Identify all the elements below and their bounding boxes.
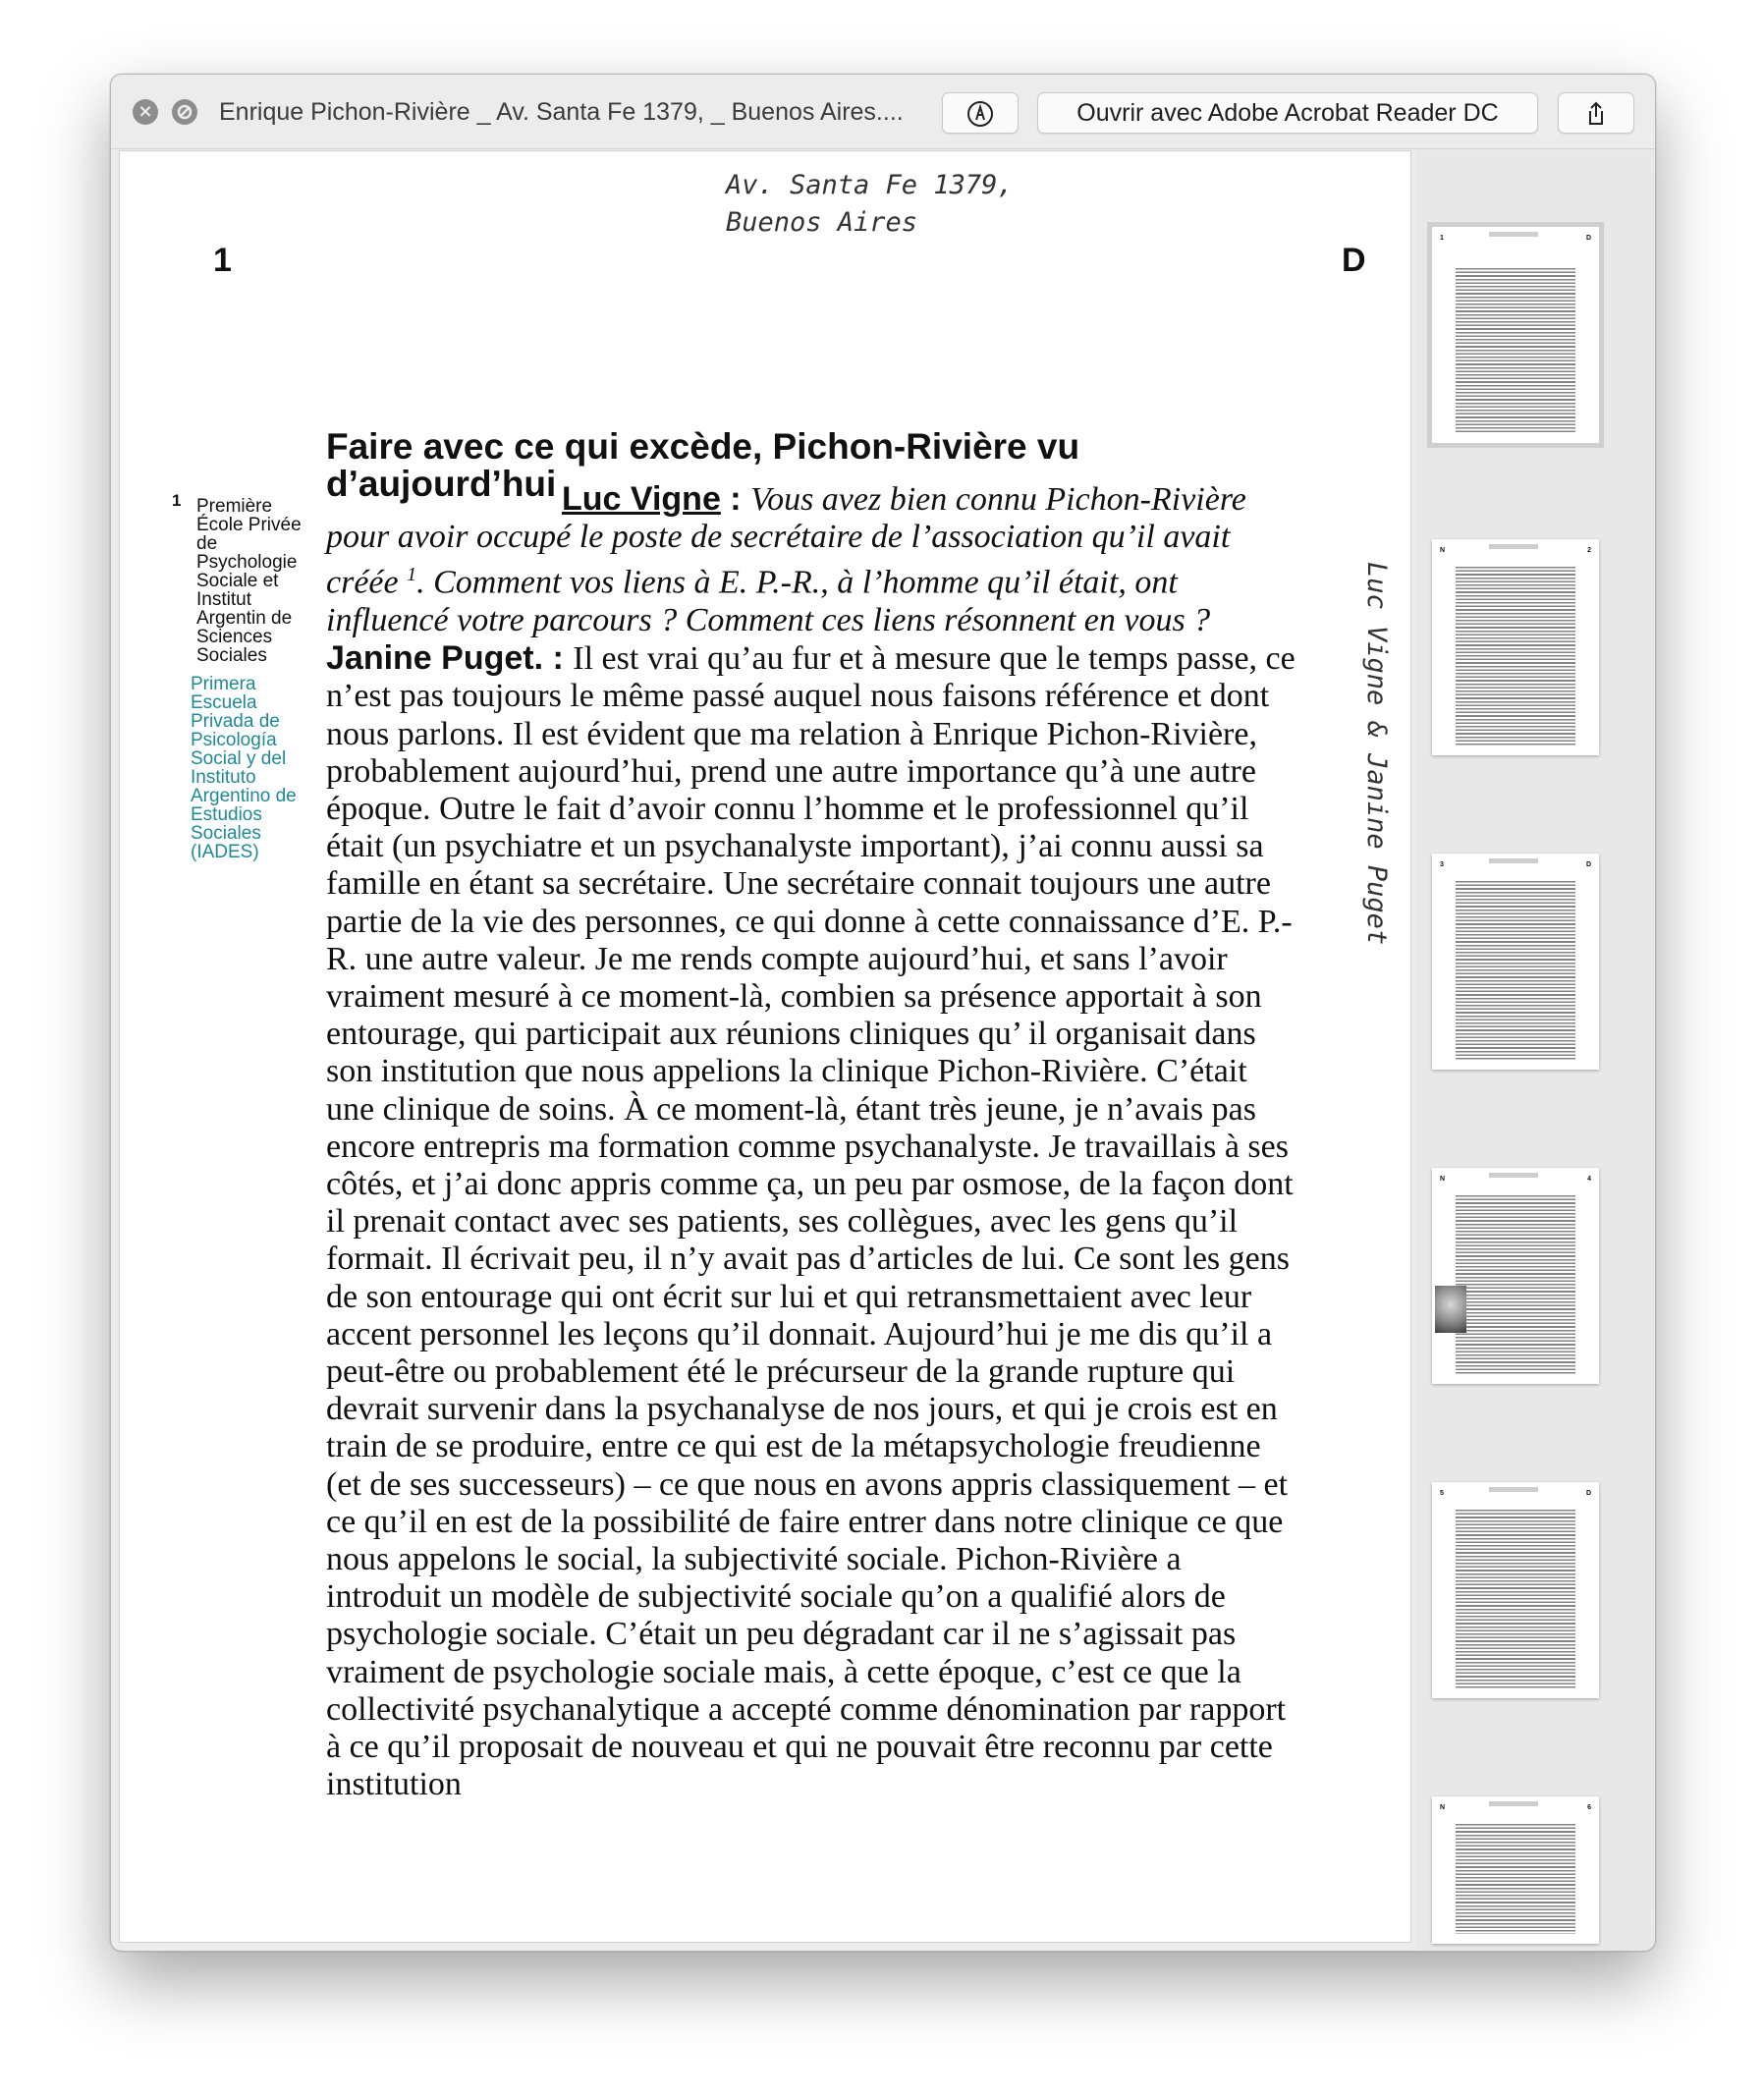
thumbnail-number: N (1440, 1176, 1446, 1183)
thumbnail-sidebar[interactable] (1417, 150, 1655, 1951)
thumbnail-page-1[interactable] (1432, 227, 1599, 443)
thumbnail-text (1456, 1195, 1575, 1374)
answer-text: Il est vrai qu’au fur et à mesure que le temps passe, ce n’est pas toujours le même passé auquel nous faisons référence et dont nous parlons. Il est évident que ma relation à Enrique Pichon-Rivière, probablement aujourd’hui, prend une autre importance qu’à une autre époque. Outre le fait d’avoir connu l’homme et le professionnel qu’il était (un psychiatre et un psychanalyste important), j’ai connu aussi sa famille en étant sa secrétaire. Une secrétaire connait toujours une autre partie de la vie des personnes, ce qui donne à cette connaissance d’E. P.-R. une autre valeur. Je me rends compte aujourd’hui, et sans l’avoir vraiment mesuré à ce moment-là, combien sa présence apportait à son entourage, qui participait aux réunions cliniques qu’ il organisait dans son institution que nous appelions la clinique Pichon-Rivière. C’était une clinique de soins. À ce moment-là, étant très jeune, je n’avais pas encore entrepris ma formation comme psychanalyste. Je travaillais à ses côtés, et j’ai donc appris comme ça, un peu par osmose, de la façon dont il prenait contact avec ses patients, ses collègues, avec les gens qu’il formait. Il écrivait peu, il n’y avait pas d’articles de lui. Ce sont les gens de son entourage qui ont écrit sur lui et qui retransmettaient avec leur accent personnel les leçons qu’il donnait. Aujourd’hui je me dis qu’il a peut-être ou probablement été le précurseur de la grande rupture qui devrait survenir dans la psychanalyse de nos jours, et qui je crois est en train de se produire, entre ce qui est de la métapsychologie freudienne (et de ses successeurs) – ce que nous en avons appris classiquement – et ce qu’il en est de la possibilité de faire entrer dans notre clinique ce que nous appelons le social, la subjectivité sociale. Pichon-Rivière a introduit un modèle de subjectivité sociale qu’on a qualifié alors de psychologie sociale. C’était un peu dégradant car il ne s’agissait pas vraiment de psychologie sociale mais, à cette époque, c’est ce que la collectivité psychanalytique a accepté comme dénomination par rapport à ce qu’il proposait de nouveau et qui ne pouvait être reconnu par cette institution (326, 640, 1295, 1803)
markup-pen-icon (965, 99, 995, 129)
thumbnail-header (1489, 232, 1538, 237)
thumbnail-corner: D (1585, 235, 1591, 242)
footnote-french: Première École Privée de Psychologie Sociale et Institut Argentin de Sciences Sociales (196, 496, 302, 666)
thumbnail-text (1456, 268, 1575, 433)
thumbnail-corner: D (1585, 861, 1591, 868)
thumbnail-page-6[interactable] (1432, 1796, 1599, 1944)
article-title: Faire avec ce qui excède, Pichon-Rivière vu d’aujourd’hui (326, 426, 1080, 504)
thumbnail-text (1456, 1824, 1575, 1934)
thumbnail-text (1456, 567, 1575, 745)
speaker-janine-puget: Janine Puget. (326, 639, 544, 678)
thumbnail-page-5[interactable] (1432, 1482, 1599, 1698)
thumbnail-number: 1 (1440, 235, 1444, 242)
window-title: Enrique Pichon-Rivière _ Av. Santa Fe 1379, _ Buenos Aires.... (219, 98, 904, 126)
minimize-icon[interactable] (172, 99, 197, 125)
thumbnail-corner: 4 (1587, 1176, 1591, 1183)
pdf-page[interactable] (119, 150, 1411, 1943)
thumbnail-number: 3 (1440, 861, 1444, 868)
page-number: 1 (213, 242, 232, 279)
close-icon[interactable]: × (133, 99, 158, 125)
share-icon (1581, 99, 1611, 129)
thumbnail-photo (1435, 1286, 1466, 1333)
thumbnail-header (1489, 1801, 1538, 1806)
speaker-separator: : (543, 639, 574, 678)
thumbnail-page-3[interactable] (1432, 854, 1599, 1070)
speaker-separator: : (720, 480, 751, 518)
speaker-luc-vigne: Luc Vigne (562, 480, 721, 518)
header-address: Av. Santa Fe 1379, Buenos Aires (726, 170, 1014, 238)
thumbnail-corner: D (1585, 1490, 1591, 1497)
thumbnail-corner: 6 (1587, 1804, 1591, 1811)
footnote-spanish: Primera Escuela Privada de Psicología Social y del Instituto Argentino de Estudios Sociales (IADES) (191, 674, 297, 862)
markup-button[interactable] (942, 92, 1019, 134)
thumbnail-header (1489, 544, 1538, 549)
thumbnail-header (1489, 1487, 1538, 1492)
share-button[interactable] (1558, 92, 1634, 134)
preview-window (110, 74, 1656, 1952)
thumbnail-corner: 2 (1587, 547, 1591, 554)
thumbnail-number: N (1440, 547, 1446, 554)
open-with-acrobat-button[interactable]: Ouvrir avec Adobe Acrobat Reader DC (1037, 92, 1538, 134)
thumbnail-text (1456, 881, 1575, 1060)
footnote-number: 1 (172, 491, 182, 510)
side-authors: Luc Vigne & Janine Puget (1361, 562, 1392, 946)
page-corner-letter: D (1342, 242, 1366, 279)
thumbnail-page-2[interactable] (1432, 539, 1599, 755)
question-text: Vous avez bien connu Pichon-Rivière pour avoir occupé le poste de secrétaire de l’association qu’il avait créée (326, 481, 1246, 601)
thumbnail-number: 5 (1440, 1490, 1444, 1497)
thumbnail-page-4[interactable] (1432, 1168, 1599, 1384)
question-rest: . Comment vos liens à E. P.-R., à l’homme qu’il était, ont influencé votre parcours ? Comment ces liens résonnent en vous ? (326, 564, 1211, 638)
thumbnail-text (1456, 1510, 1575, 1688)
footnote-ref: 1 (407, 564, 417, 586)
article-body (326, 480, 1298, 1803)
thumbnail-header (1489, 1173, 1538, 1178)
thumbnail-header (1489, 858, 1538, 863)
thumbnail-number: N (1440, 1804, 1446, 1811)
title-bar (111, 75, 1655, 149)
